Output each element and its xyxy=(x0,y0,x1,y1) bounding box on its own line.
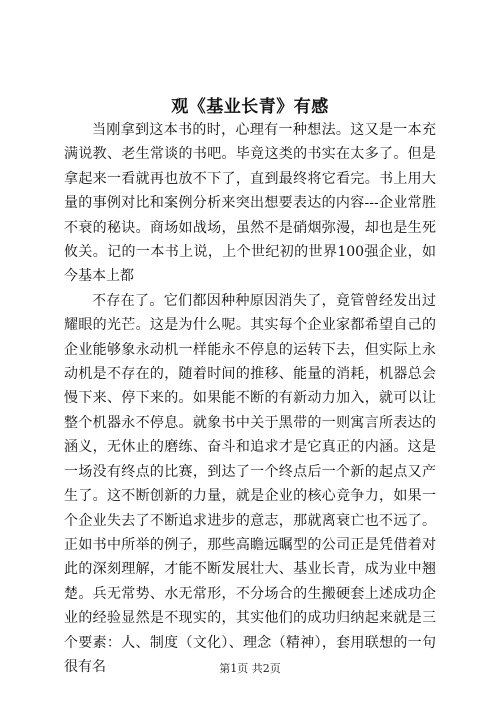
page-number: 第1页 共2页 xyxy=(219,662,281,675)
document-title: 观《基业长青》有感 xyxy=(171,97,329,117)
paragraph-2: 不存在了。它们都因种种原因消失了，竟管曾经发出过耀眼的光芒。这是为什么呢。其实每个企业家都希望自己的企业能够象永动机一样能永不停息的运转下去，但实际上永动机是不存在的，随着时间的推移、能量的消耗，机器总会慢下来、停下来的。如果能不断的有新动力加入，就可以让整个机器永不停息。就象书中关于黑带的一则寓言所表达的涵义，无休止的磨练、奋斗和追求才是它真正的内涵。这是一场没有终点的比赛，到达了一个终点后一个新的起点又产生了。这不断创新的力量，就是企业的核心竞争力，如果一个企业失去了不断追求进步的意志，那就离衰亡也不远了。正如书中所举的例子，那些高瞻远瞩型的公司正是凭借着对此的深刻理解，才能不断发展壮大、基业长青，成为业中翘楚。兵无常势、水无常形，不分场合的生搬硬套上述成功企业的经验显然是不现实的，其实他们的成功归纳起来就是三个要素：人、制度（文化）、理念（精神），套用联想的一句很有名 xyxy=(64,292,436,675)
paragraph-1: 当刚拿到这本书的时，心理有一种想法。这又是一本充满说教、老生常谈的书吧。毕竟这类的书实在太多了。但是拿起来一看就再也放不下了，直到最终将它看完。书上用大量的事例对比和案例分析来突出想要表达的内容---企业常胜不衰的秘诀。商场如战场，虽然不是硝烟弥漫，却也是生死攸关。记的一本书上说，上个世纪初的世界100强企业，如今基本上都 xyxy=(64,122,436,285)
document-body xyxy=(64,118,436,679)
